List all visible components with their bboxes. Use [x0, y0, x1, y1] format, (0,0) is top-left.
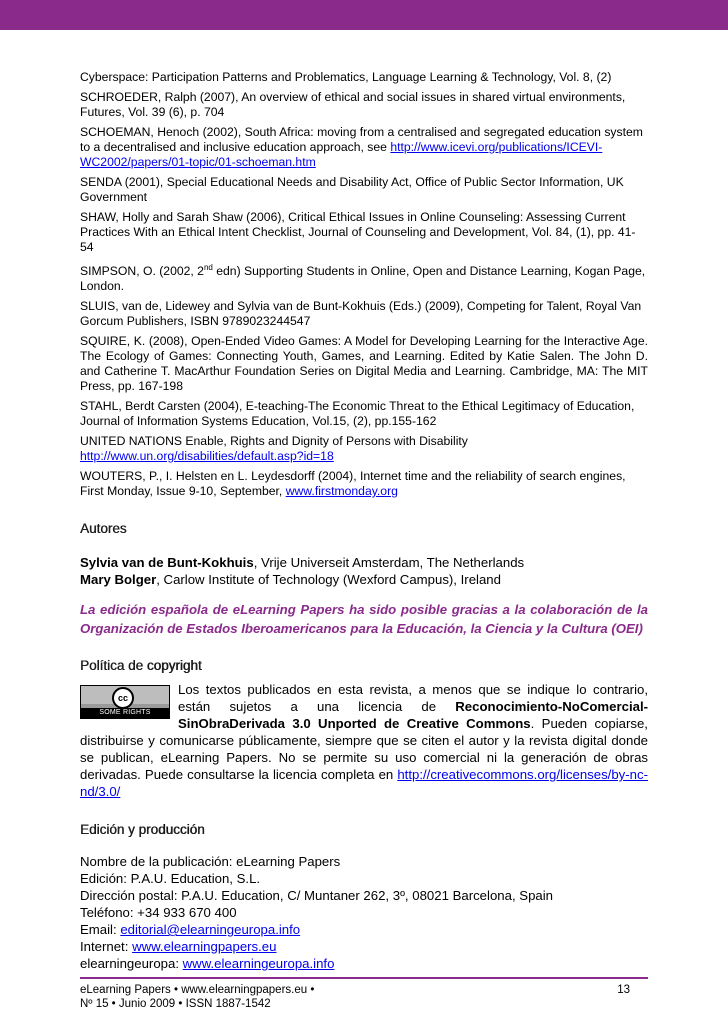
reference-item: SLUIS, van de, Lidewey and Sylvia van de Bunt-Kokhuis (Eds.) (2009), Competing for Talent, Royal Van Gorcum Publishers, ISBN 9789023244547 — [80, 299, 642, 329]
copyright-heading: Política de copyright — [80, 658, 202, 674]
authors-block — [80, 554, 648, 588]
creative-commons-badge-icon[interactable] — [80, 685, 170, 727]
reference-item: SCHROEDER, Ralph (2007), An overview of ethical and social issues in shared virtual environments, Futures, Vol. 39 (6), p. 704 — [80, 90, 626, 119]
reference-item: UNITED NATIONS Enable, Rights and Dignity of Persons with Disability http://www.un.org/disabilities/default.asp?id=18 — [80, 434, 468, 464]
footer-line-2: Nº 15 • Junio 2009 • ISSN 1887-1542 — [80, 998, 271, 1010]
page-footer — [80, 983, 648, 1011]
badge-caption: SOME RIGHTS RESERVED — [81, 708, 169, 718]
reference-link[interactable]: http://www.un.org/disabilities/default.asp?id=18 — [80, 449, 334, 464]
reference-item: SQUIRE, K. (2008), Open-Ended Video Games: A Model for Developing Learning for the Interactive Age. The Ecology of Games: Connecting Youth, Games, and Learning. Edited by Katie Salen. The John D. and Catherine T. MacArthur Foundation Series on Digital Media and Learning. Cambridge, MA: The MIT Press, pp. 167-198 — [80, 334, 648, 394]
elearningeuropa-link[interactable]: www.elearningeuropa.info — [182, 956, 335, 972]
footer-line-1: eLearning Papers • www.elearningpapers.eu • — [80, 984, 315, 996]
reference-item: Cyberspace: Participation Patterns and Problematics, Language Learning & Technology, Vol. 8, (2) — [80, 70, 612, 84]
author-name: Mary Bolger — [80, 572, 157, 588]
top-color-bar — [0, 0, 728, 30]
license-name: Reconocimiento-NoComercial-SinObraDerivada 3.0 Unported de Creative Commons — [178, 699, 648, 732]
reference-link[interactable]: www.firstmonday.org — [285, 484, 398, 499]
page-content — [80, 70, 648, 972]
phone: Teléfono: +34 933 670 400 — [80, 905, 237, 921]
author-affiliation: , Carlow Institute of Technology (Wexford Campus), Ireland — [156, 572, 501, 588]
reference-item: WOUTERS, P., I. Helsten en L. Leydesdorff (2004), Internet time and the reliability of search engines, First Monday, Issue 9-10, September, www.firstmonday.org — [80, 469, 626, 499]
author-affiliation: , Vrije Universeit Amsterdam, The Netherlands — [253, 555, 525, 571]
reference-item: STAHL, Berdt Carsten (2004), E-teaching-The Economic Threat to the Ethical Legitimacy of Education, Journal of Information Systems Education, Vol.15, (2), pp.155-162 — [80, 399, 635, 429]
reference-link[interactable]: http://www.icevi.org/publications/ICEVI-WC2002/papers/01-topic/01-schoeman.htm — [80, 140, 603, 169]
authors-heading: Autores — [80, 521, 127, 537]
footer-divider — [80, 977, 648, 979]
reference-item: SCHOEMAN, Henoch (2002), South Africa: moving from a centralised and segregated education system to a decentralised and inclusive education approach, see http://www.icevi.org/publications/ICEVI-WC2002/papers/01-topic/01-schoeman.htm — [80, 125, 643, 169]
oei-note: La edición española de eLearning Papers ha sido posible gracias a la colaboración de la Organización de Estados Iberoamericanos para la Educación, la Ciencia y la Cultura (OEI) — [80, 602, 648, 637]
publication-info: Nombre de la publicación: eLearning Papers Edición: P.A.U. Education, S.L. Dirección postal: P.A.U. Education, C/ Muntaner 262, 3º, 08021 Barcelona, Spain Teléfono: +34 933 670 400 Email: editorial@elearningeuropa.info Internet: www.elearningpapers.eu elearningeuropa: www.elearningeuropa.info — [80, 853, 648, 972]
author-name: Sylvia van de Bunt-Kokhuis — [80, 555, 254, 571]
cc-logo-icon: cc — [112, 687, 134, 709]
license-link[interactable]: http://creativecommons.org/licenses/by-nc-nd/3.0/ — [80, 767, 648, 800]
reference-item: SHAW, Holly and Sarah Shaw (2006), Critical Ethical Issues in Online Counseling: Assessing Current Practices With an Ethical Intent Checklist, Journal of Counseling and Development, Vol. 84, (1), pp. 41-54 — [80, 210, 636, 254]
publication-editor: Edición: P.A.U. Education, S.L. — [80, 871, 261, 887]
postal-address: Dirección postal: P.A.U. Education, C/ Muntaner 262, 3º, 08021 Barcelona, Spain — [80, 888, 554, 904]
copyright-text: cc SOME RIGHTS RESERVED Los textos publicados en esta revista, a menos que se indique lo contrario, están sujetos a una licencia de Reconocimiento-NoComercial-SinObraDerivada 3.0 Unported de Creative Commons. Pueden copiarse, distribuirse y comunicarse públicamente, siempre que se citen el autor y la revista digital donde se publican, eLearning Papers. No se permite su uso comercial ni la generación de obras derivadas. Puede consultarse la licencia completa en http://creativecommons.org/licenses/by-nc-nd/3.0/ — [80, 682, 648, 800]
email-link[interactable]: editorial@elearningeuropa.info — [120, 922, 301, 938]
page-number: 13 — [617, 984, 630, 996]
internet-link[interactable]: www.elearningpapers.eu — [132, 939, 277, 955]
reference-item: SENDA (2001), Special Educational Needs and Disability Act, Office of Public Sector Information, UK Government — [80, 175, 624, 204]
publication-name: Nombre de la publicación: eLearning Papers — [80, 854, 341, 870]
reference-item: SIMPSON, O. (2002, 2nd edn) Supporting Students in Online, Open and Distance Learning, Kogan Page, London. — [80, 263, 646, 294]
edition-heading: Edición y producción — [80, 822, 205, 838]
reference-list — [80, 70, 648, 499]
